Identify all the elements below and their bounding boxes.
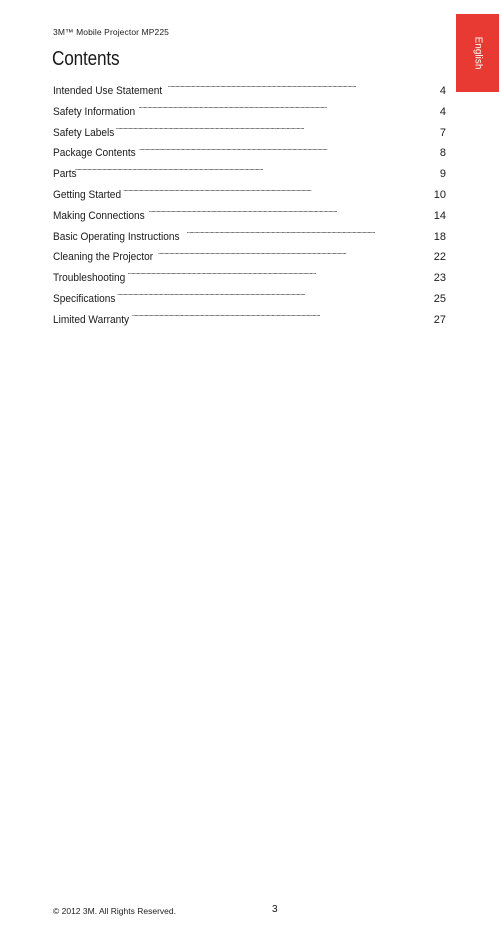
toc-entry[interactable]: [53, 81, 446, 102]
toc-entry[interactable]: [53, 247, 446, 268]
toc-entry[interactable]: [53, 102, 446, 123]
page-title: Contents: [52, 48, 120, 70]
toc-entry-page: 22: [433, 251, 446, 264]
toc-dot-leader: [127, 269, 433, 281]
toc-dot-leader: [139, 144, 440, 156]
toc-dot-leader: [158, 248, 434, 260]
document-header: 3M™ Mobile Projector MP225: [53, 27, 169, 37]
toc-entry-label: Limited Warranty: [53, 313, 130, 326]
toc-entry[interactable]: [53, 185, 446, 206]
toc-dot-leader: [75, 165, 440, 177]
toc-dot-leader: [187, 228, 434, 240]
toc-dot-leader: [116, 124, 440, 136]
toc-entry[interactable]: [53, 289, 446, 310]
toc-entry-page: 27: [433, 313, 446, 326]
toc-dot-leader: [132, 311, 434, 323]
toc-entry-label: Basic Operating Instructions: [53, 230, 180, 243]
toc-dot-leader: [138, 103, 440, 115]
toc-entry[interactable]: [53, 143, 446, 164]
language-tab-label: English: [472, 36, 483, 70]
toc-entry-label: Parts: [53, 168, 77, 181]
toc-entry-label: Getting Started: [53, 188, 122, 201]
toc-entry-page: 10: [433, 188, 446, 201]
toc-entry-page: 4: [439, 85, 446, 97]
toc-entry-page: 8: [439, 147, 446, 160]
toc-entry-label: Safety Labels: [53, 126, 115, 139]
toc-entry-page: 4: [439, 105, 446, 118]
language-tab[interactable]: [456, 14, 499, 92]
toc-entry-label: Troubleshooting: [53, 272, 126, 285]
toc-dot-leader: [149, 207, 434, 219]
toc-entry-page: 14: [433, 209, 446, 222]
toc-entry-label: Making Connections: [53, 209, 145, 222]
toc-entry-page: 23: [433, 272, 446, 285]
toc-entry-label: Package Contents: [53, 147, 136, 160]
toc-entry[interactable]: [53, 123, 446, 144]
toc-entry[interactable]: [53, 310, 446, 331]
toc-entry-label: Safety Information: [53, 105, 136, 118]
toc-entry-label: Specifications: [53, 292, 116, 305]
toc-dot-leader: [123, 186, 434, 198]
toc-entry-page: 18: [433, 230, 446, 243]
toc-entry-page: 25: [433, 292, 446, 305]
copyright-footer: © 2012 3M. All Rights Reserved.: [53, 906, 176, 916]
table-of-contents: [53, 81, 446, 331]
toc-entry-label: Cleaning the Projector: [53, 251, 154, 264]
toc-entry[interactable]: [53, 268, 446, 289]
toc-dot-leader: [168, 82, 440, 94]
toc-entry[interactable]: [53, 227, 446, 248]
toc-entry[interactable]: [53, 206, 446, 227]
toc-entry-page: 9: [439, 168, 446, 181]
toc-entry-label: Intended Use Statement: [53, 85, 163, 97]
page-number: 3: [272, 904, 278, 915]
toc-entry[interactable]: [53, 164, 446, 185]
toc-dot-leader: [117, 290, 434, 302]
toc-entry-page: 7: [439, 126, 446, 139]
